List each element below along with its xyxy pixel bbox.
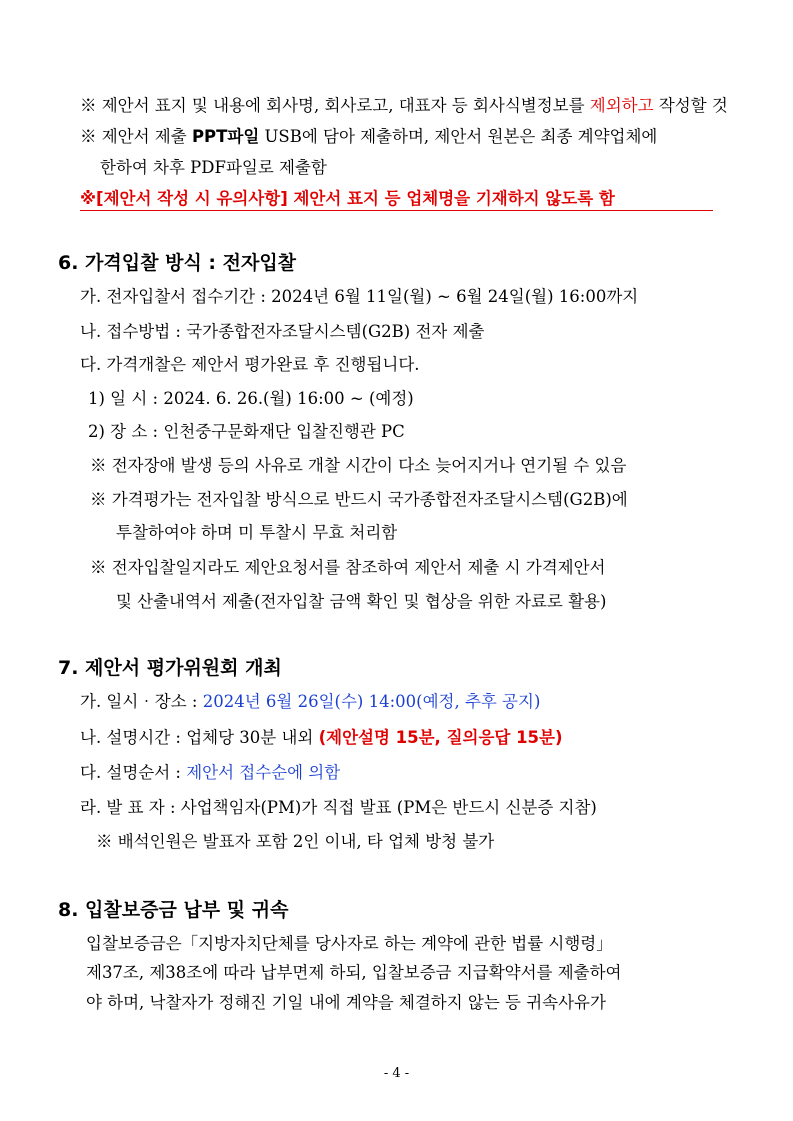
page-number: - 4 -: [383, 1066, 410, 1081]
s6-note-g2b-cont: 투찰하여야 하며 미 투찰시 무효 처리함: [116, 523, 398, 542]
note-company-info: ※ 제안서 표지 및 내용에 회사명, 회사로고, 대표자 등 회사식별정보를 제외하고 작성할 것: [80, 96, 728, 115]
s7-item-na: 나. 설명시간 : 업체당 30분 내외 (제안설명 15분, 질의응답 15분): [80, 728, 563, 747]
s6-sub-date: 1) 일 시 : 2024. 6. 26.(월) 16:00 ~ (예정): [88, 389, 414, 408]
s6-note-g2b: ※ 가격평가는 전자입찰 방식으로 반드시 국가종합전자조달시스템(G2B)에: [90, 490, 628, 509]
s7-time-breakdown: (제안설명 15분, 질의응답 15분): [318, 728, 563, 747]
s7-item-da: 다. 설명순서 : 제안서 접수순에 의함: [80, 763, 341, 782]
s6-item-na: 나. 접수방법 : 국가종합전자조달시스템(G2B) 전자 제출: [80, 322, 485, 341]
note-highlight-ppt: PPT파일: [191, 127, 260, 146]
note-ppt-submission: ※ 제안서 제출 PPT파일 USB에 담아 제출하며, 제안서 원본은 최종 계약업체에: [80, 127, 658, 146]
s7-item-ra: 라. 발 표 자 : 사업책임자(PM)가 직접 발표 (PM은 반드시 신분증 지참): [80, 798, 597, 817]
s7-datetime-value: 2024년 6월 26일(수) 14:00(예정, 추후 공지): [202, 692, 541, 711]
s7-item-ga: 가. 일시‧장소 : 2024년 6월 26일(수) 14:00(예정, 추후 공지): [80, 692, 541, 711]
note-highlight-exclude: 제외하고: [589, 96, 654, 115]
s7-note-attendees: ※ 배석인원은 발표자 포함 2인 이내, 타 업체 방청 불가: [96, 832, 495, 851]
note-caution-warning: ※[제안서 작성 시 유의사항] 제안서 표지 등 업체명을 기재하지 않도록 함: [80, 189, 615, 208]
s8-line-3: 야 하며, 낙찰자가 정해진 기일 내에 계약을 체결하지 않는 등 귀속사유가: [86, 993, 606, 1012]
s8-line-1: 입찰보증금은「지방자치단체를 당사자로 하는 계약에 관한 법률 시행령」: [86, 934, 613, 953]
s6-sub-place: 2) 장 소 : 인천중구문화재단 입찰진행관 PC: [88, 422, 405, 441]
s6-note-delay: ※ 전자장애 발생 등의 사유로 개찰 시간이 다소 늦어지거나 연기될 수 있음: [90, 456, 627, 475]
note-pdf-submission: 한하여 차후 PDF파일로 제출함: [100, 158, 327, 177]
s6-note-price-proposal-cont: 및 산출내역서 제출(전자입찰 금액 확인 및 협상을 위한 자료로 활용): [116, 592, 607, 611]
s6-item-da: 다. 가격개찰은 제안서 평가완료 후 진행됩니다.: [80, 355, 420, 374]
s6-note-price-proposal: ※ 전자입찰일지라도 제안요청서를 참조하여 제안서 제출 시 가격제안서: [90, 558, 606, 577]
section-6-heading: 6. 가격입찰 방식 : 전자입찰: [58, 252, 297, 274]
section-8-heading: 8. 입찰보증금 납부 및 귀속: [58, 899, 289, 921]
s7-order-value: 제안서 접수순에 의함: [186, 763, 341, 782]
s8-line-2: 제37조, 제38조에 따라 납부면제 하되, 입찰보증금 지급확약서를 제출하여: [86, 963, 622, 982]
section-7-heading: 7. 제안서 평가위원회 개최: [58, 657, 282, 679]
warning-underline: [80, 210, 713, 211]
s6-item-ga: 가. 전자입찰서 접수기간 : 2024년 6월 11일(월) ~ 6월 24일(월) 16:00까지: [80, 287, 639, 306]
